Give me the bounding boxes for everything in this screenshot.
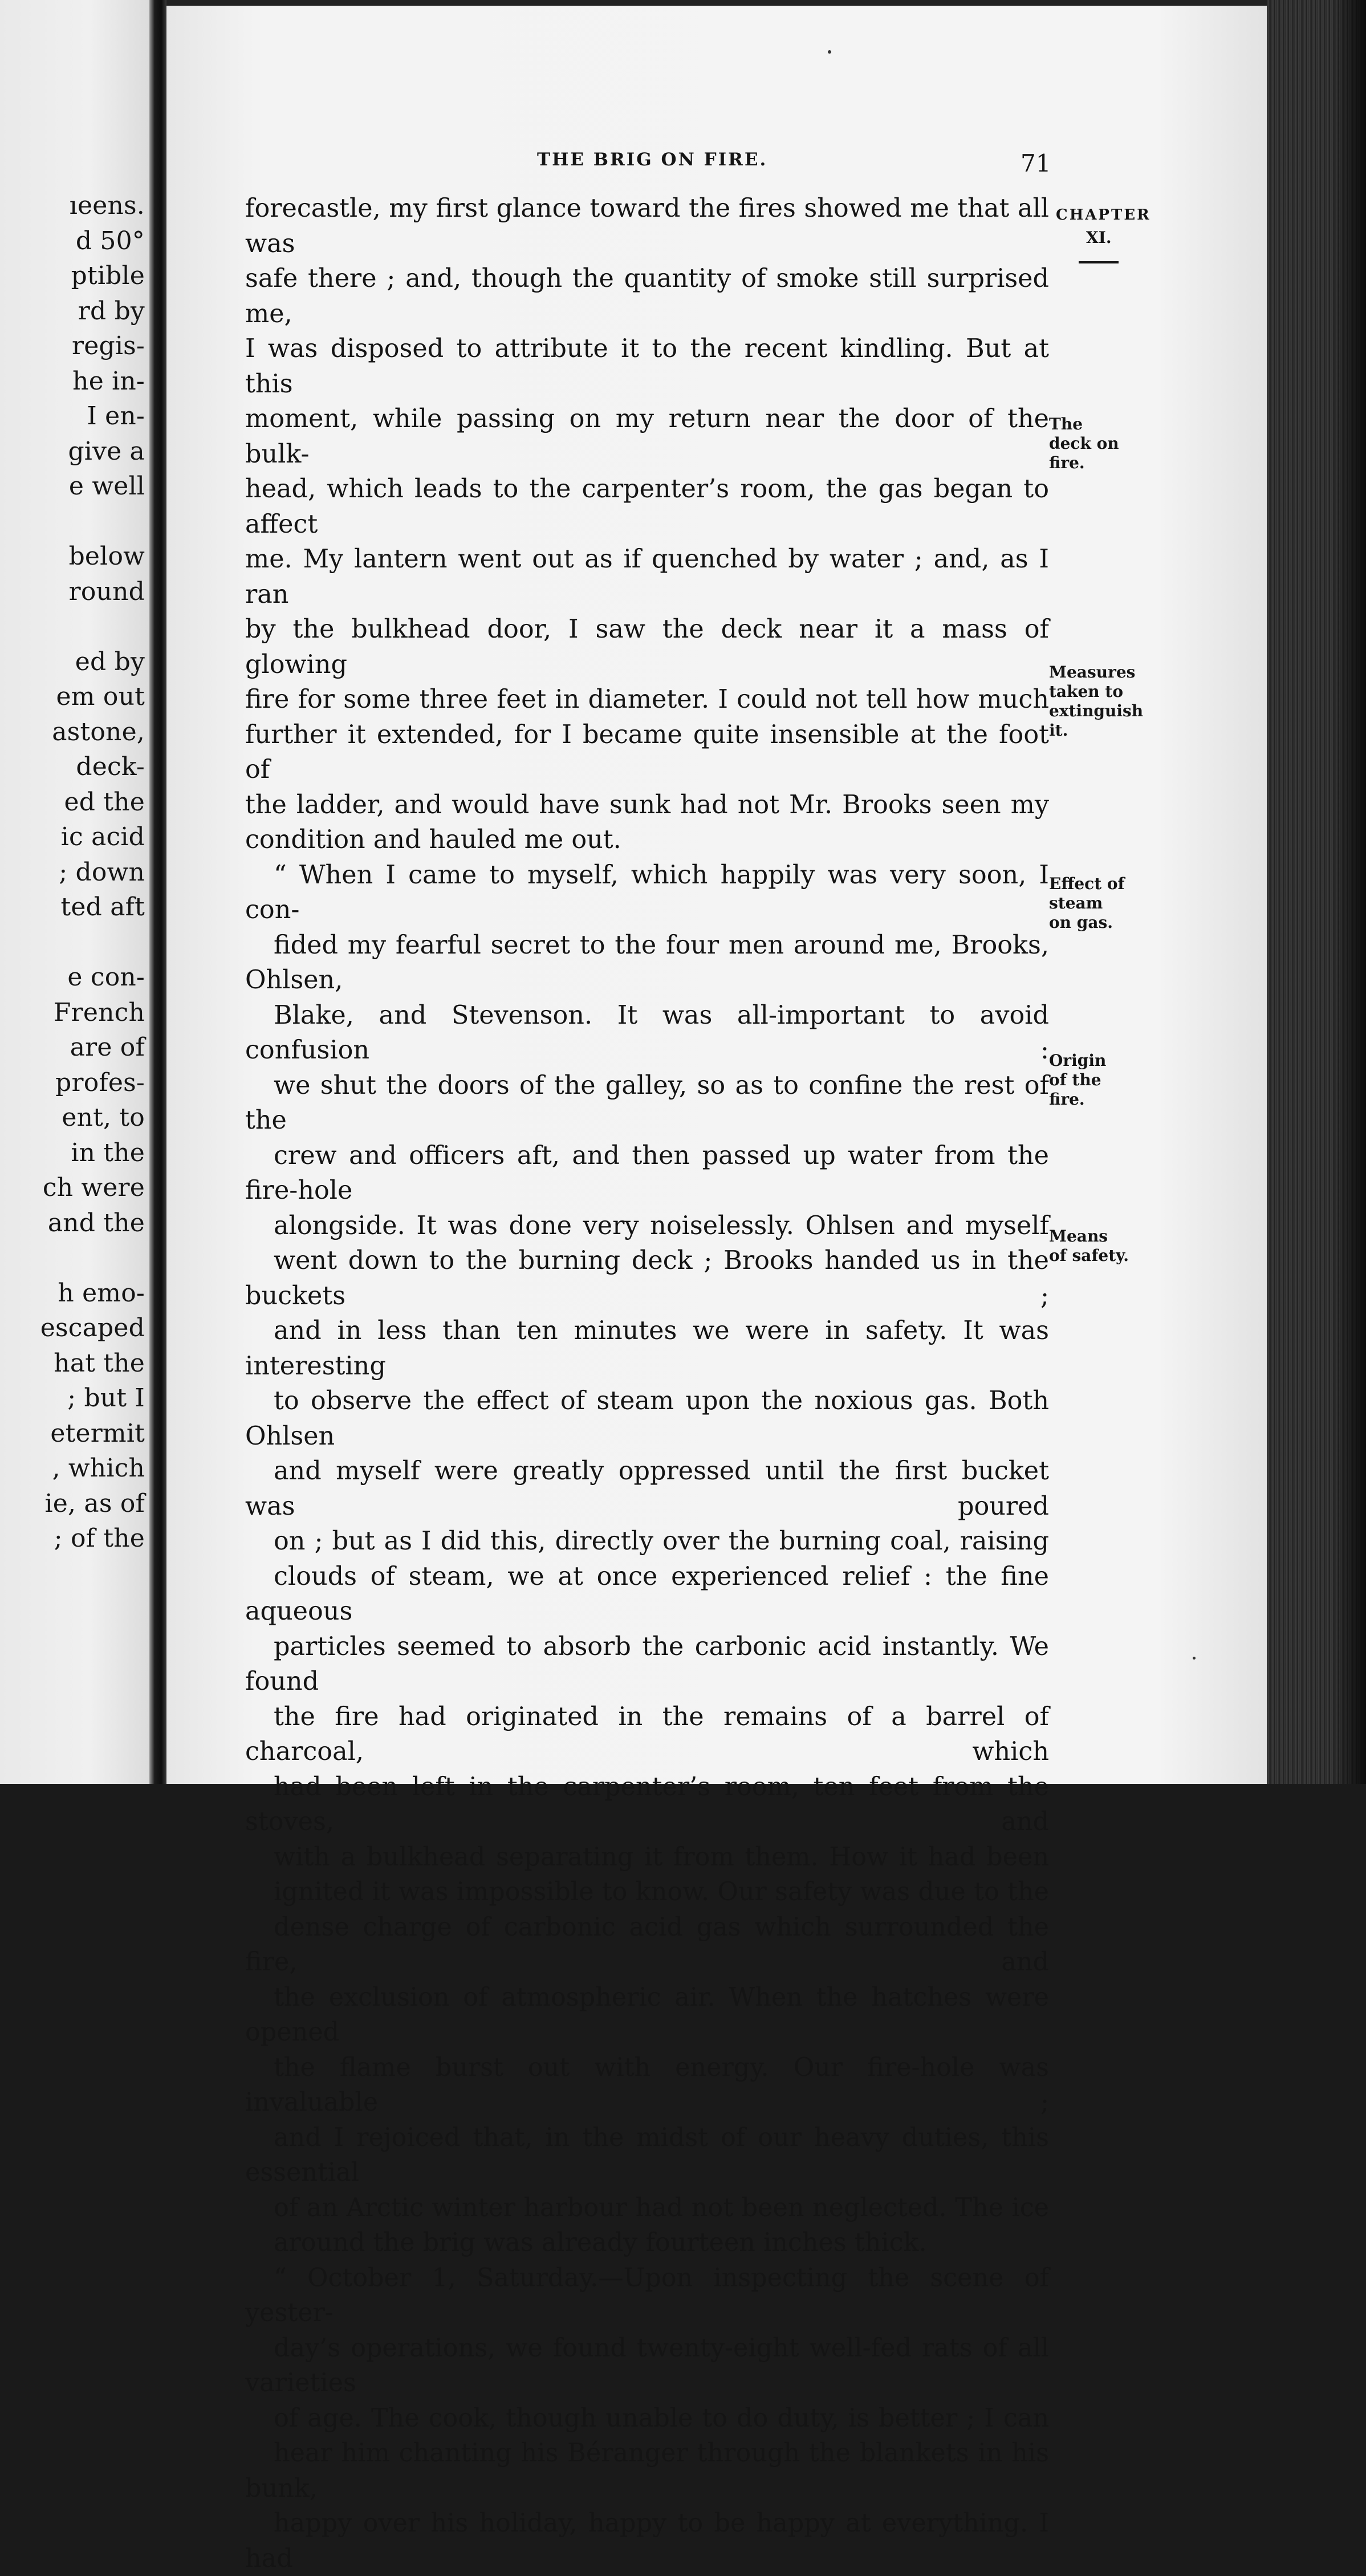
left-page-fragment: ıeens. — [0, 191, 149, 220]
text-line: safe there ; and, though the quantity of smoke still surprised me, — [245, 261, 1049, 331]
left-page-fragment: ted aft — [0, 893, 149, 922]
left-page-fragment: e con- — [0, 963, 149, 992]
left-page-fragment: h emo- — [0, 1279, 149, 1308]
left-page — [0, 0, 149, 1784]
text-line: and in less than ten minutes we were in safety. It was interesting — [245, 1313, 1049, 1384]
left-page-fragment: ch were — [0, 1173, 149, 1202]
text-line: forecastle, my first glance toward the fires showed me that all was — [245, 191, 1049, 261]
text-line: of an Arctic winter harbour had not been neglected. The ice — [245, 2190, 1049, 2226]
text-line: me. My lantern went out as if quenched by water ; and, as I ran — [245, 542, 1049, 612]
text-line: crew and officers aft, and then passed up water from the fire-hole — [245, 1138, 1049, 1208]
text-line: particles seemed to absorb the carbonic acid instantly. We found — [245, 1629, 1049, 1699]
left-page-fragment: ent, to — [0, 1103, 149, 1132]
text-line: happy over his holiday, happy to be happy at everything. I had — [245, 2506, 1049, 2576]
left-page-fragment: ed by — [0, 647, 149, 676]
text-line: went down to the burning deck ; Brooks handed us in the buckets ; — [245, 1243, 1049, 1313]
text-line: and I rejoiced that, in the midst of our heavy duties, this essential — [245, 2120, 1049, 2190]
text-line: hear him chanting his Béranger through the blankets in his bunk, — [245, 2436, 1049, 2506]
text-line: the flame burst out with energy. Our fire-hole was invaluable ; — [245, 2050, 1049, 2120]
text-line: day’s operations, we found twenty-eight well-fed rats of all varieties — [245, 2331, 1049, 2401]
left-page-fragment: profes- — [0, 1068, 149, 1097]
left-page-fragment: are of — [0, 1033, 149, 1062]
text-line: fire for some three feet in diameter. I could not tell how much — [245, 682, 1049, 717]
left-page-fragment: ; down — [0, 858, 149, 887]
margin-note-means-of-safety: Means of safety. — [1049, 1227, 1129, 1265]
text-line: I was disposed to attribute it to the recent kindling. But at this — [245, 331, 1049, 401]
left-page-fragment: em out — [0, 682, 149, 711]
left-page-fragment: ed the — [0, 788, 149, 817]
left-page-fragment: he in- — [0, 367, 149, 396]
left-page-fragment: astone, — [0, 717, 149, 747]
left-page-fragment: round — [0, 577, 149, 606]
left-page-fragment: give a — [0, 437, 149, 466]
margin-note-effect-of-steam: Effect of steam on gas. — [1049, 874, 1129, 932]
left-page-fragment: in the — [0, 1138, 149, 1167]
text-line: “ When I came to myself, which happily was very soon, I con- — [245, 858, 1049, 928]
left-page-fragment: below — [0, 542, 149, 571]
left-page-fragment: ; but I — [0, 1384, 149, 1413]
paragraph — [245, 191, 1049, 858]
text-line: on ; but as I did this, directly over the burning coal, raising — [245, 1524, 1049, 1559]
text-line: moment, while passing on my return near the door of the bulk- — [245, 401, 1049, 472]
chapter-number: XI. — [1086, 228, 1112, 247]
chapter-label: CHAPTER — [1056, 206, 1151, 224]
left-page-fragment: ; of the — [0, 1524, 149, 1553]
left-page-fragment: ptible — [0, 261, 149, 290]
left-page-fragment: escaped — [0, 1313, 149, 1342]
left-page-fragment: , which — [0, 1454, 149, 1483]
text-line: dense charge of carbonic acid gas which surrounded the fire, and — [245, 1910, 1049, 1980]
text-line: condition and hauled me out. — [245, 822, 1049, 858]
text-line: further it extended, for I became quite insensible at the foot of — [245, 717, 1049, 788]
margin-note-measures: Measures taken to extinguish it. — [1049, 663, 1145, 740]
left-page-fragment: ie, as of — [0, 1489, 149, 1518]
text-line: by the bulkhead door, I saw the deck near it a mass of glowing — [245, 612, 1049, 682]
left-page-fragment: regis- — [0, 331, 149, 360]
left-page-fragment: etermit — [0, 1419, 149, 1448]
left-page-fragment: rd by — [0, 297, 149, 326]
text-line: ignited it was impossible to know. Our safety was due to the — [245, 1875, 1049, 1910]
text-line: of age. The cook, though unable to do duty, is better ; I can — [245, 2401, 1049, 2436]
text-line: and myself were greatly oppressed until the first bucket was poured — [245, 1454, 1049, 1524]
book-gutter — [149, 0, 166, 1784]
text-line: clouds of steam, we at once experienced relief : the fine aqueous — [245, 1559, 1049, 1629]
text-line: “ October 1, Saturday.—Upon inspecting the scene of yester- — [245, 2261, 1049, 2331]
text-line: alongside. It was done very noiselessly. Ohlsen and myself — [245, 1208, 1049, 1244]
left-page-fragment: French — [0, 998, 149, 1027]
paragraph — [245, 2261, 1049, 2576]
left-page-fragment: e well — [0, 472, 149, 501]
text-line: Blake, and Stevenson. It was all-important to avoid confusion : — [245, 998, 1049, 1068]
text-line: the exclusion of atmospheric air. When the hatches were opened — [245, 1980, 1049, 2050]
chapter-rule — [1079, 261, 1119, 263]
margin-note-origin: Origin of the fire. — [1049, 1051, 1129, 1109]
running-head: THE BRIG ON FIRE. — [537, 149, 767, 170]
paper-speck — [1193, 1657, 1196, 1660]
margin-note-deck-on-fire: The deck on fire. — [1049, 415, 1129, 473]
left-page-fragment: ic acid — [0, 822, 149, 851]
page-number: 71 — [1021, 149, 1051, 177]
left-page-fragment: deck- — [0, 752, 149, 781]
left-page-fragment: I en- — [0, 401, 149, 431]
paragraph — [245, 858, 1049, 2261]
paper-speck — [828, 50, 831, 54]
text-line: had been left in the carpenter’s room, ten feet from the stoves, and — [245, 1770, 1049, 1840]
text-line: head, which leads to the carpenter’s room, the gas began to affect — [245, 472, 1049, 542]
text-line: with a bulkhead separating it from them. How it had been — [245, 1840, 1049, 1875]
page-edges — [1267, 0, 1366, 1784]
text-line: to observe the effect of steam upon the noxious gas. Both Ohlsen — [245, 1384, 1049, 1454]
text-line: we shut the doors of the galley, so as to confine the rest of the — [245, 1068, 1049, 1138]
left-page-fragment: and the — [0, 1208, 149, 1238]
text-line: around the brig was already fourteen inches thick. — [245, 2225, 1049, 2261]
text-line: the fire had originated in the remains of a barrel of charcoal, which — [245, 1699, 1049, 1770]
left-page-fragment: hat the — [0, 1349, 149, 1378]
text-line: the ladder, and would have sunk had not Mr. Brooks seen my — [245, 788, 1049, 823]
left-page-fragment: d 50° — [0, 226, 149, 255]
text-line: fided my fearful secret to the four men around me, Brooks, Ohlsen, — [245, 928, 1049, 998]
body-text — [245, 191, 1049, 2576]
